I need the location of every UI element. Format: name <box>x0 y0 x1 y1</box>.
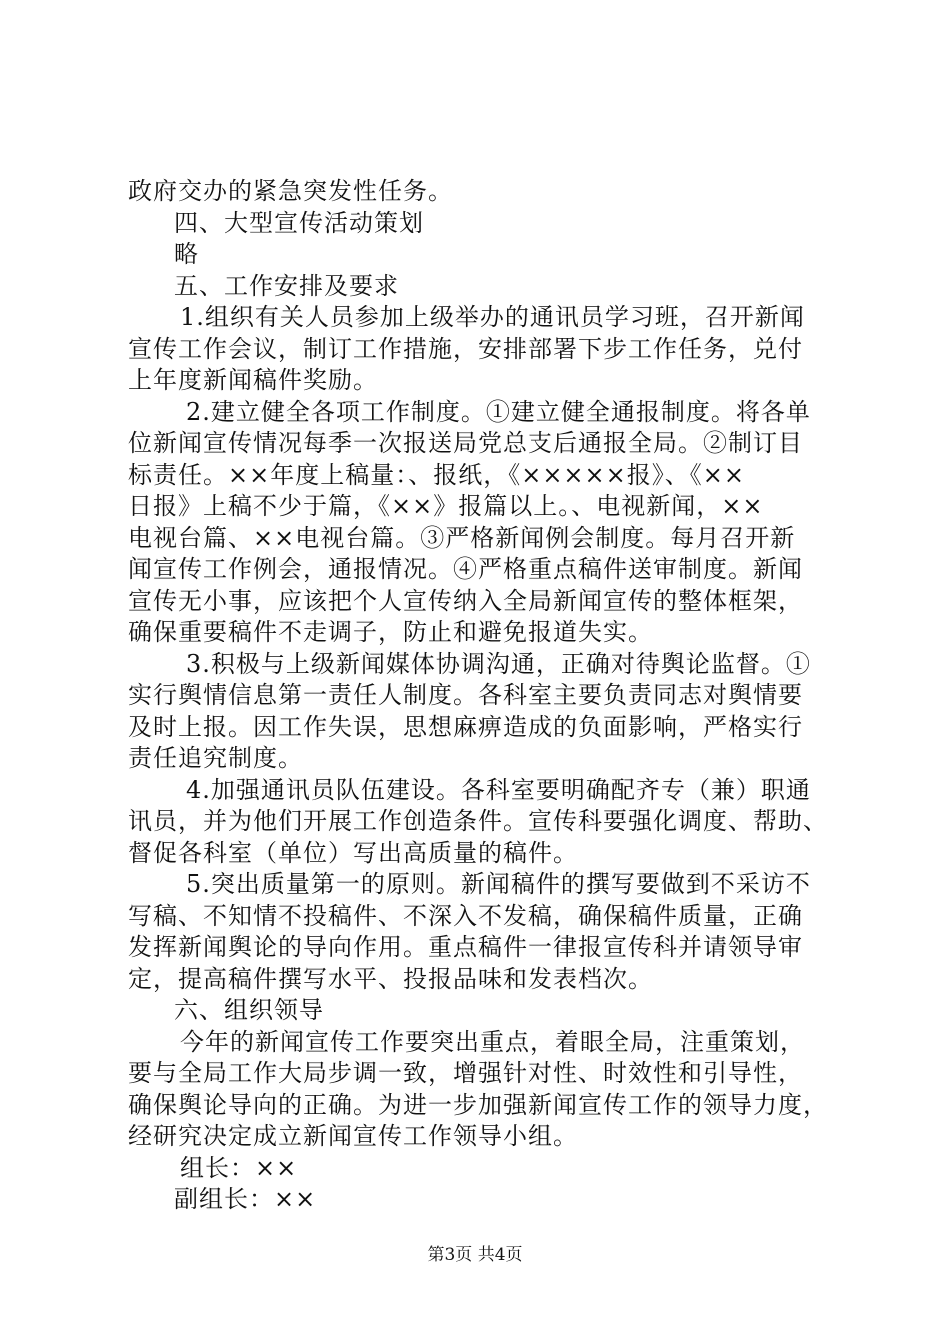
section-heading-6: 六、组织领导 <box>174 996 324 1024</box>
text-line: 4.加强通讯员队伍建设。各科室要明确配齐专（兼）职通 <box>186 775 811 804</box>
text-line: 标责任。××年度上稿量：、报纸，《×××××报》、《×× <box>128 460 745 489</box>
text-line: 要与全局工作大局步调一致，增强针对性、时效性和引导性， <box>128 1059 803 1087</box>
text-line: 位新闻宣传情况每季一次报送局党总支后通报全局。②制订目 <box>128 429 803 457</box>
text-line: 确保重要稿件不走调子，防止和避免报道失实。 <box>128 618 653 646</box>
text-line: 上年度新闻稿件奖励。 <box>128 366 378 394</box>
text-line: 实行舆情信息第一责任人制度。各科室主要负责同志对舆情要 <box>128 681 803 709</box>
text-line: 写稿、不知情不投稿件、不深入不发稿，确保稿件质量，正确 <box>128 901 803 930</box>
text-line: 1.组织有关人员参加上级举办的通讯员学习班，召开新闻 <box>180 303 805 331</box>
text-line: 闻宣传工作例会，通报情况。④严格重点稿件送审制度。新闻 <box>128 555 803 583</box>
text-line: 5.突出质量第一的原则。新闻稿件的撰写要做到不采访不 <box>186 870 811 898</box>
text-line: 讯员，并为他们开展工作创造条件。宣传科要强化调度、帮助、 <box>128 807 828 835</box>
text-line: 发挥新闻舆论的导向作用。重点稿件一律报宣传科并请领导审 <box>128 933 803 961</box>
text-line: 组长：×× <box>180 1153 298 1182</box>
text-line: 副组长：×× <box>174 1185 317 1213</box>
text-line: 经研究决定成立新闻宣传工作领导小组。 <box>128 1122 578 1150</box>
text-line: 日报》上稿不少于篇，《××》报篇以上。、电视新闻，×× <box>128 492 764 520</box>
text-line: 宣传无小事，应该把个人宣传纳入全局新闻宣传的整体框架， <box>128 586 803 615</box>
text-line: 定，提高稿件撰写水平、投报品味和发表档次。 <box>128 964 653 993</box>
text-line: 2.建立健全各项工作制度。①建立健全通报制度。将各单 <box>186 397 811 426</box>
text-line: 3.积极与上级新闻媒体协调沟通，正确对待舆论监督。① <box>186 649 811 678</box>
text-line: 略 <box>174 240 199 268</box>
text-line: 及时上报。因工作失误，思想麻痹造成的负面影响，严格实行 <box>128 712 803 741</box>
section-heading-4: 四、大型宣传活动策划 <box>174 208 424 237</box>
text-line: 宣传工作会议，制订工作措施，安排部署下步工作任务，兑付 <box>128 334 803 363</box>
text-line: 电视台篇、××电视台篇。③严格新闻例会制度。每月召开新 <box>128 523 796 552</box>
text-line: 今年的新闻宣传工作要突出重点，着眼全局，注重策划， <box>180 1027 805 1056</box>
document-body <box>128 176 834 1216</box>
text-line: 政府交办的紧急突发性任务。 <box>128 177 453 205</box>
text-line: 责任追究制度。 <box>128 744 303 772</box>
text-line: 督促各科室（单位）写出高质量的稿件。 <box>128 838 578 867</box>
section-heading-5: 五、工作安排及要求 <box>174 271 399 300</box>
text-line: 确保舆论导向的正确。为进一步加强新闻宣传工作的领导力度， <box>128 1090 828 1119</box>
page-footer: 第3页 共4页 <box>427 1245 523 1265</box>
